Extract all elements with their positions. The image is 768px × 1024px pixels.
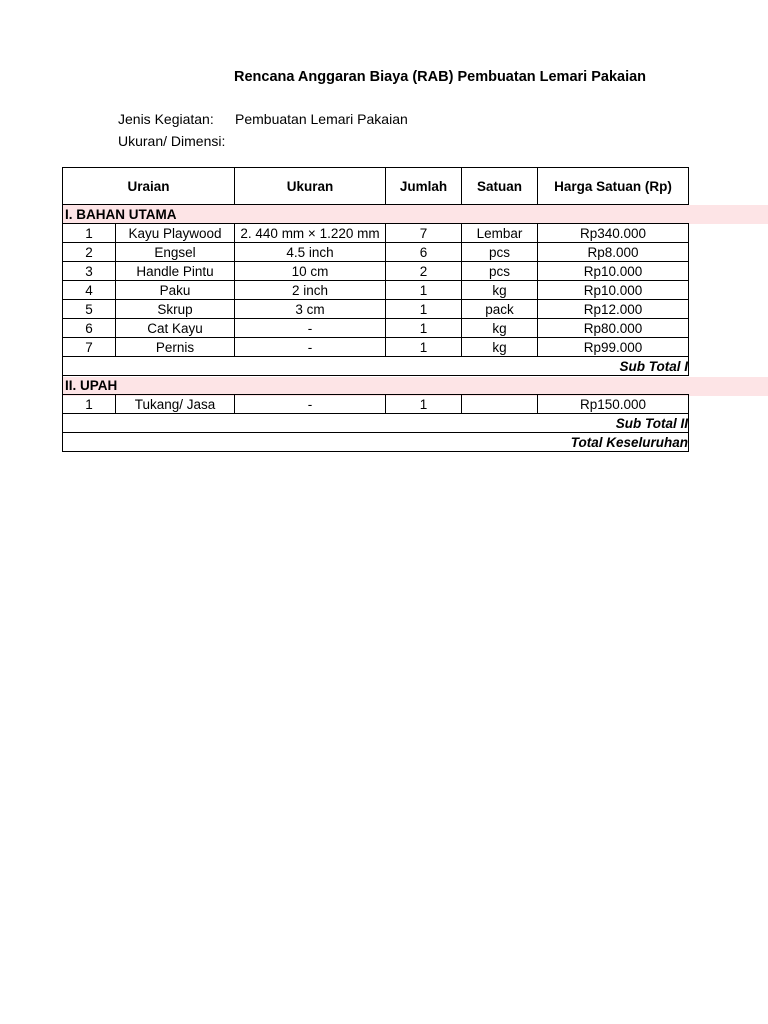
table-row (63, 262, 689, 281)
cell-ukuran: 3 cm (235, 300, 386, 319)
cell-jumlah: 2 (386, 262, 462, 281)
section-title-bahan: I. BAHAN UTAMA (63, 205, 689, 224)
cell-uraian: Pernis (116, 338, 235, 357)
cell-ukuran: - (235, 338, 386, 357)
cell-no: 1 (63, 395, 116, 414)
cell-jumlah: 1 (386, 300, 462, 319)
cell-no: 4 (63, 281, 116, 300)
cell-harga: Rp80.000 (538, 319, 689, 338)
cell-jumlah: 1 (386, 319, 462, 338)
cell-satuan: pcs (462, 262, 538, 281)
cell-uraian: Cat Kayu (116, 319, 235, 338)
cell-jumlah: 7 (386, 224, 462, 243)
cell-harga: Rp10.000 (538, 262, 689, 281)
header-satuan: Satuan (462, 168, 538, 205)
cell-no: 5 (63, 300, 116, 319)
rab-table (62, 167, 689, 452)
ukuran-dimensi-row (118, 133, 225, 149)
subtotal-row (63, 414, 689, 433)
table-row (63, 338, 689, 357)
table-row (63, 300, 689, 319)
cell-ukuran: 10 cm (235, 262, 386, 281)
cell-ukuran: - (235, 395, 386, 414)
cell-harga: Rp8.000 (538, 243, 689, 262)
cell-ukuran: - (235, 319, 386, 338)
cell-satuan: Lembar (462, 224, 538, 243)
section-header-row (63, 376, 689, 395)
table-header-row (63, 168, 689, 205)
section-title-upah: II. UPAH (63, 376, 689, 395)
header-ukuran: Ukuran (235, 168, 386, 205)
page-title: Rencana Anggaran Biaya (RAB) Pembuatan Lemari Pakaian (234, 69, 647, 85)
ukuran-dimensi-label: Ukuran/ Dimensi: (118, 133, 226, 149)
jenis-kegiatan-value: Pembuatan Lemari Pakaian (235, 111, 408, 127)
cell-ukuran: 2 inch (235, 281, 386, 300)
grand-total-label: Total Keseluruhan (63, 433, 689, 452)
cell-uraian: Paku (116, 281, 235, 300)
cell-ukuran: 4.5 inch (235, 243, 386, 262)
cell-jumlah: 1 (386, 281, 462, 300)
subtotal-row (63, 357, 689, 376)
cell-no: 6 (63, 319, 116, 338)
cell-harga: Rp10.000 (538, 281, 689, 300)
cell-uraian: Skrup (116, 300, 235, 319)
cell-satuan: kg (462, 319, 538, 338)
cell-satuan: pcs (462, 243, 538, 262)
grand-total-row (63, 433, 689, 452)
cell-satuan (462, 395, 538, 414)
cell-no: 7 (63, 338, 116, 357)
cell-jumlah: 6 (386, 243, 462, 262)
jenis-kegiatan-label: Jenis Kegiatan: (118, 111, 214, 127)
table-row (63, 224, 689, 243)
table-row (63, 281, 689, 300)
cell-ukuran: 2. 440 mm × 1.220 mm (235, 224, 386, 243)
subtotal-i-label: Sub Total I (63, 357, 689, 376)
subtotal-ii-label: Sub Total II (63, 414, 689, 433)
cell-no: 1 (63, 224, 116, 243)
cell-no: 3 (63, 262, 116, 281)
header-jumlah: Jumlah (386, 168, 462, 205)
jenis-kegiatan-row (118, 111, 408, 127)
header-uraian: Uraian (63, 168, 235, 205)
cell-jumlah: 1 (386, 338, 462, 357)
cell-uraian: Kayu Playwood (116, 224, 235, 243)
table-row (63, 319, 689, 338)
cell-satuan: kg (462, 281, 538, 300)
table-row (63, 243, 689, 262)
cell-jumlah: 1 (386, 395, 462, 414)
section-header-row (63, 205, 689, 224)
cell-no: 2 (63, 243, 116, 262)
cell-harga: Rp99.000 (538, 338, 689, 357)
cell-satuan: pack (462, 300, 538, 319)
table-row (63, 395, 689, 414)
cell-harga: Rp340.000 (538, 224, 689, 243)
header-harga: Harga Satuan (Rp) (538, 168, 689, 205)
cell-uraian: Handle Pintu (116, 262, 235, 281)
cell-satuan: kg (462, 338, 538, 357)
cell-uraian: Tukang/ Jasa (116, 395, 235, 414)
cell-uraian: Engsel (116, 243, 235, 262)
cell-harga: Rp150.000 (538, 395, 689, 414)
cell-harga: Rp12.000 (538, 300, 689, 319)
